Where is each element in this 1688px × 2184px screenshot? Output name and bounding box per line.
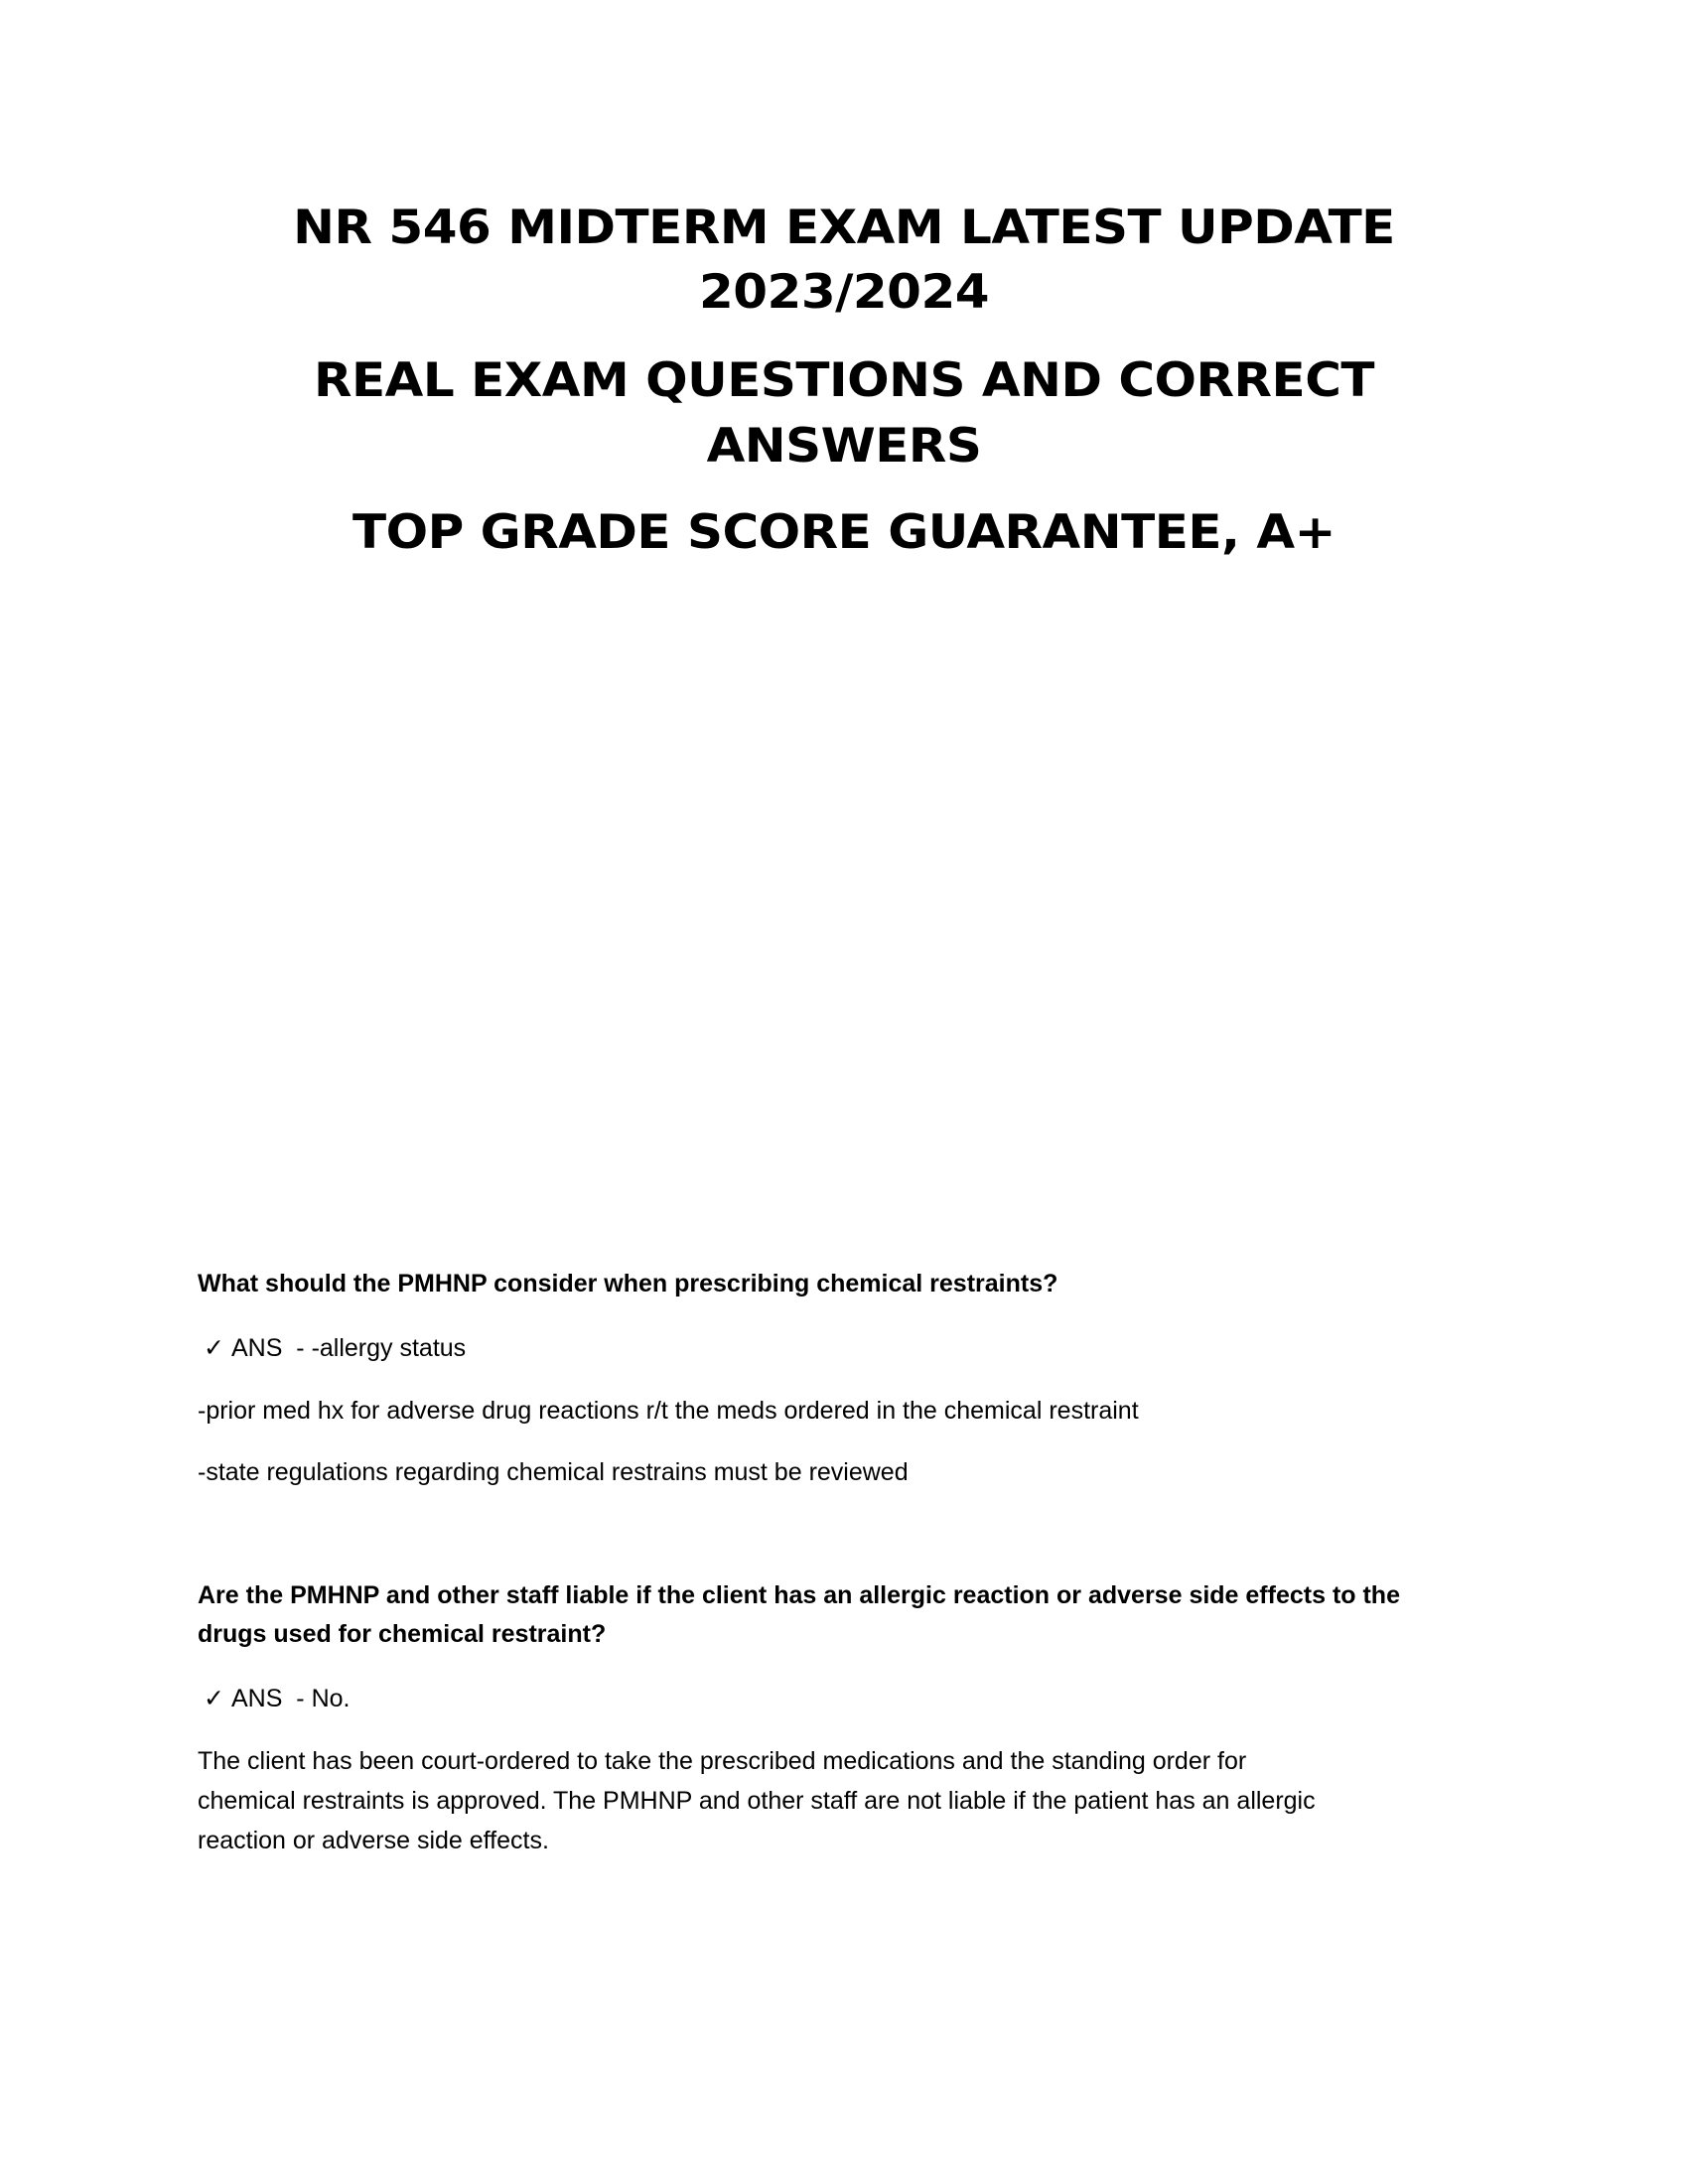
answer-detail: reaction or adverse side effects. bbox=[198, 1827, 549, 1854]
check-icon: ✓ bbox=[204, 1685, 224, 1712]
question-text: drugs used for chemical restraint? bbox=[198, 1620, 607, 1648]
title-line-4: ANSWERS bbox=[706, 418, 982, 474]
answer-line bbox=[198, 1328, 466, 1368]
question-text: Are the PMHNP and other staff liable if the client has an allergic reaction or adverse side effects to the bbox=[198, 1581, 1400, 1609]
answer-text: ANS - No. bbox=[231, 1685, 351, 1712]
answer-detail: -state regulations regarding chemical restrains must be reviewed bbox=[198, 1458, 909, 1486]
title-line-3: REAL EXAM QUESTIONS AND CORRECT bbox=[313, 352, 1375, 408]
answer-line bbox=[198, 1679, 350, 1718]
answer-detail: The client has been court-ordered to take the prescribed medications and the standing order for bbox=[198, 1747, 1247, 1775]
question-text: What should the PMHNP consider when prescribing chemical restraints? bbox=[198, 1270, 1058, 1297]
title-line-1: NR 546 MIDTERM EXAM LATEST UPDATE bbox=[293, 200, 1395, 255]
title-line-5: TOP GRADE SCORE GUARANTEE, A+ bbox=[352, 504, 1336, 560]
answer-detail: -prior med hx for adverse drug reactions r/t the meds ordered in the chemical restraint bbox=[198, 1397, 1139, 1425]
title-line-2: 2023/2024 bbox=[698, 264, 990, 320]
answer-text: ANS - -allergy status bbox=[231, 1334, 467, 1362]
answer-detail: chemical restraints is approved. The PMHNP and other staff are not liable if the patient has an allergic bbox=[198, 1787, 1316, 1815]
check-icon: ✓ bbox=[204, 1334, 224, 1362]
